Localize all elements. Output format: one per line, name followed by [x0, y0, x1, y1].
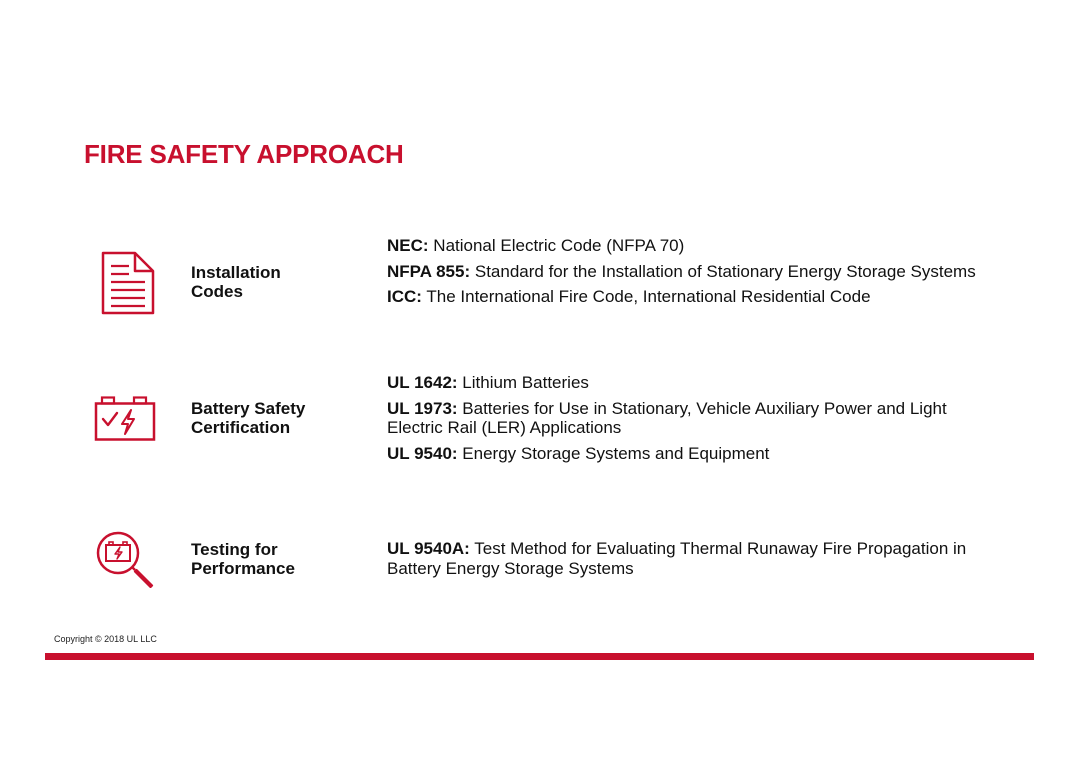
list-item [387, 236, 987, 256]
row-label-installation-codes [191, 263, 361, 301]
row-label-line: Installation [191, 263, 281, 282]
list-item [387, 444, 987, 464]
code-label: UL 9540A: [387, 539, 470, 558]
code-description: Standard for the Installation of Stationary Energy Storage Systems [470, 261, 976, 281]
copyright-notice: Copyright © 2018 UL LLC [54, 634, 157, 644]
list-item [387, 539, 987, 578]
row-label-line: Testing for [191, 540, 278, 559]
code-label: UL 9540: [387, 443, 458, 463]
list-item [387, 399, 987, 438]
row-label-line: Certification [191, 418, 291, 437]
code-description: Batteries for Use in Stationary, Vehicle Auxiliary Power and Light Electric Rail (LER) Applications [387, 398, 947, 437]
testing-performance-list [387, 539, 987, 584]
document-icon [100, 250, 156, 316]
code-label: ICC: [387, 287, 422, 306]
code-description: Energy Storage Systems and Equipment [457, 443, 770, 463]
code-label: NFPA 855: [387, 261, 471, 281]
magnifier-battery-icon [95, 530, 155, 588]
page-title: FIRE SAFETY APPROACH [84, 139, 404, 169]
row-label-line: Battery Safety [191, 399, 306, 418]
code-label: NEC: [387, 236, 429, 255]
code-description: National Electric Code (NFPA 70) [428, 236, 685, 255]
list-item [387, 373, 987, 393]
row-label-battery-safety [191, 399, 361, 437]
row-label-testing-performance [191, 540, 361, 578]
list-item [387, 262, 987, 282]
row-label-line: Codes [191, 282, 243, 301]
code-description: The International Fire Code, International Residential Code [421, 287, 871, 306]
code-label: UL 1642: [387, 373, 458, 392]
battery-icon [94, 396, 156, 442]
code-label: UL 1973: [387, 398, 458, 418]
list-item [387, 287, 987, 307]
installation-codes-list [387, 236, 987, 313]
footer-divider [45, 653, 1034, 660]
row-label-line: Performance [191, 559, 295, 578]
battery-certification-list [387, 373, 987, 469]
code-description: Test Method for Evaluating Thermal Runaway Fire Propagation in Battery Energy Storage Systems [387, 539, 967, 578]
code-description: Lithium Batteries [457, 373, 589, 392]
